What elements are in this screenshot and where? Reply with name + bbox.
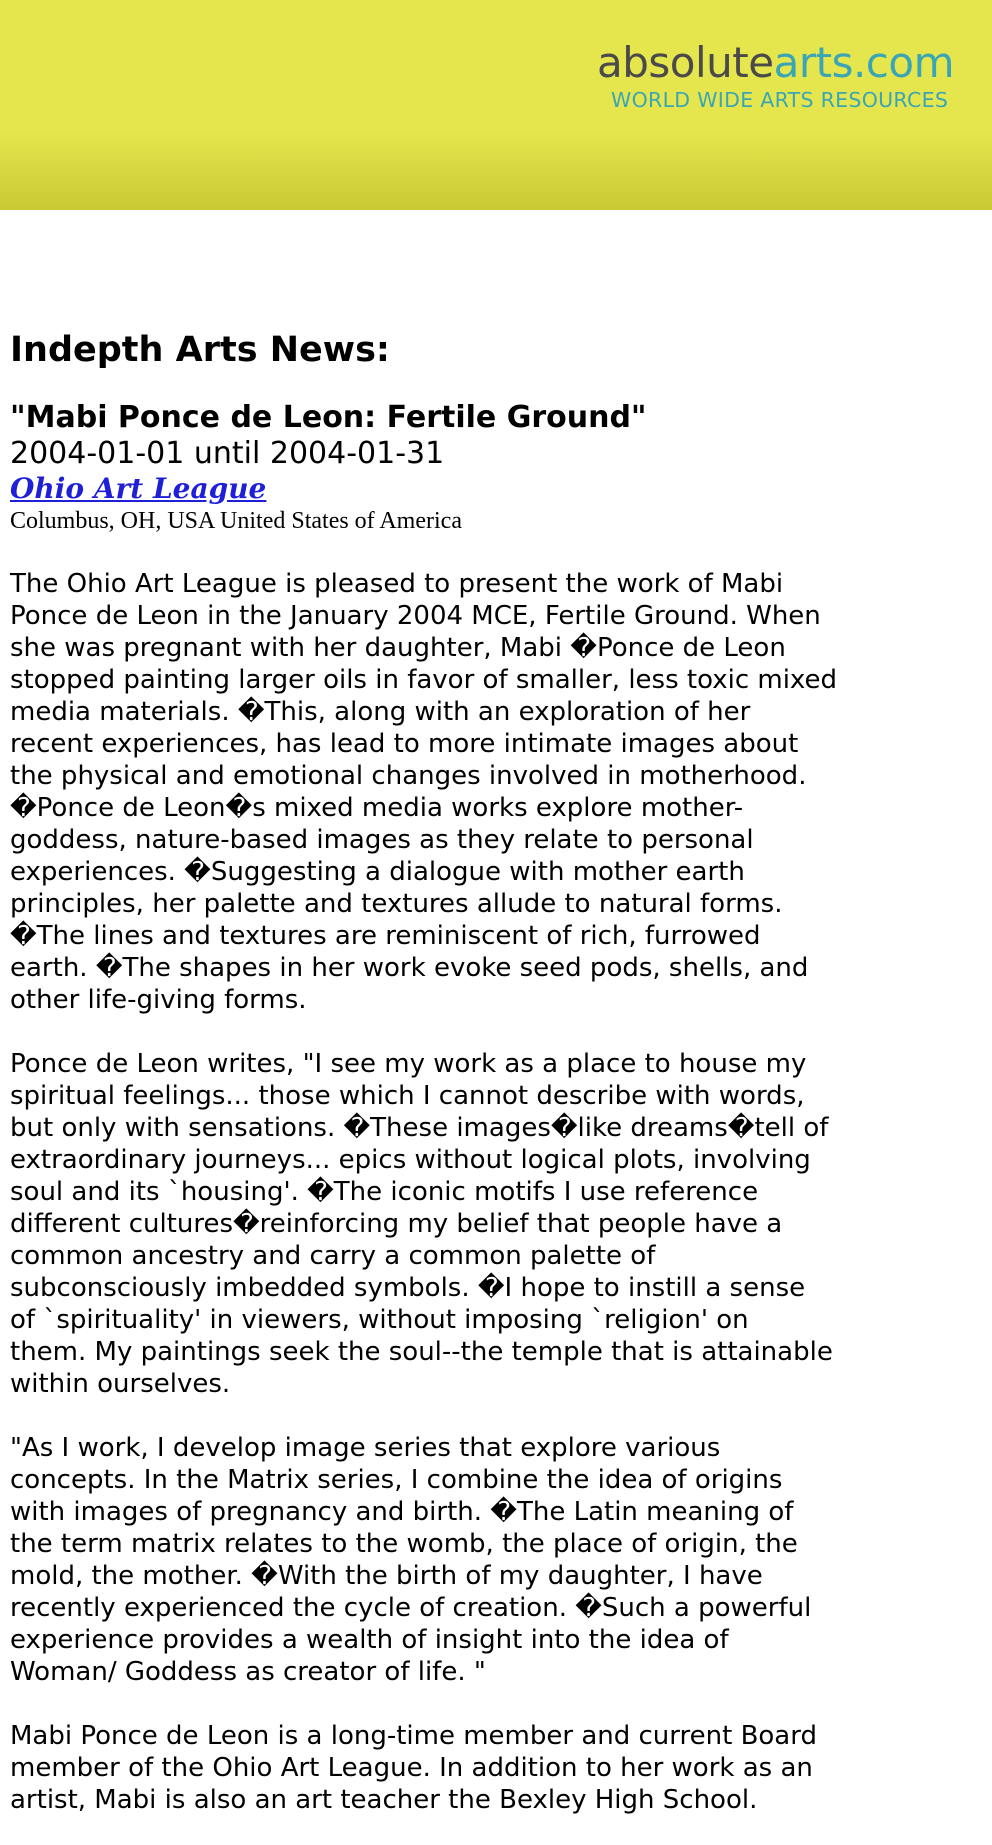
exhibition-dates: 2004-01-01 until 2004-01-31: [10, 436, 445, 471]
logo-part-absolute: absolute: [597, 38, 774, 87]
article-paragraph-3: "As I work, I develop image series that explore various concepts. In the Matrix series, I combine the idea of origins with images of pregnancy and birth. �The Latin meaning of the term matrix relates to the womb, the place of origin, the mold, the mother. �With the birth of my daughter, I have recently experienced the cycle of creation. �Such a powerful experience provides a wealth of insight into the idea of Woman/ Goddess as creator of life. ": [10, 1433, 812, 1687]
logo-part-arts: arts.com: [773, 38, 954, 87]
article: [10, 330, 850, 1816]
logo-tagline: WORLD WIDE ARTS RESOURCES: [611, 88, 949, 112]
site-logo[interactable]: [597, 40, 954, 112]
article-paragraph-2: Ponce de Leon writes, "I see my work as a place to house my spiritual feelings... those which I cannot describe with words, but only with sensations. �These images�like dreams�tell of extraordinary journeys... epics without logical plots, involving soul and its `housing'. �The iconic motifs I use reference different cultures�reinforcing my belief that people have a common ancestry and carry a common palette of subconsciously imbedded symbols. �I hope to instill a sense of `spirituality' in viewers, without imposing `religion' on them. My paintings seek the soul--the temple that is attainable within ourselves.: [10, 1049, 833, 1399]
article-paragraph-1: The Ohio Art League is pleased to present the work of Mabi Ponce de Leon in the January 2004 MCE, Fertile Ground. When she was pregnant with her daughter, Mabi �Ponce de Leon stopped painting larger oils in favor of smaller, less toxic mixed media materials. �This, along with an exploration of her recent experiences, has lead to more intimate images about the physical and emotional changes involved in motherhood. �Ponce de Leon�s mixed media works explore mother- goddess, nature-based images as they relate to personal experiences. �Suggesting a dialogue with mother earth principles, her palette and textures allude to natural forms. �The lines and textures are reminiscent of rich, furrowed earth. �The shapes in her work evoke seed pods, shells, and other life-giving forms.: [10, 569, 838, 1015]
header-banner: [0, 0, 992, 210]
section-title: Indepth Arts News:: [10, 330, 390, 370]
venue-link[interactable]: Ohio Art League: [10, 472, 267, 505]
logo-wordmark: [597, 40, 954, 86]
article-paragraph-4: Mabi Ponce de Leon is a long-time member and current Board member of the Ohio Art League. In addition to her work as an artist, Mabi is also an art teacher the Bexley High School.: [10, 1721, 817, 1815]
venue-location: Columbus, OH, USA United States of America: [10, 508, 462, 534]
article-headline: "Mabi Ponce de Leon: Fertile Ground": [10, 400, 647, 435]
